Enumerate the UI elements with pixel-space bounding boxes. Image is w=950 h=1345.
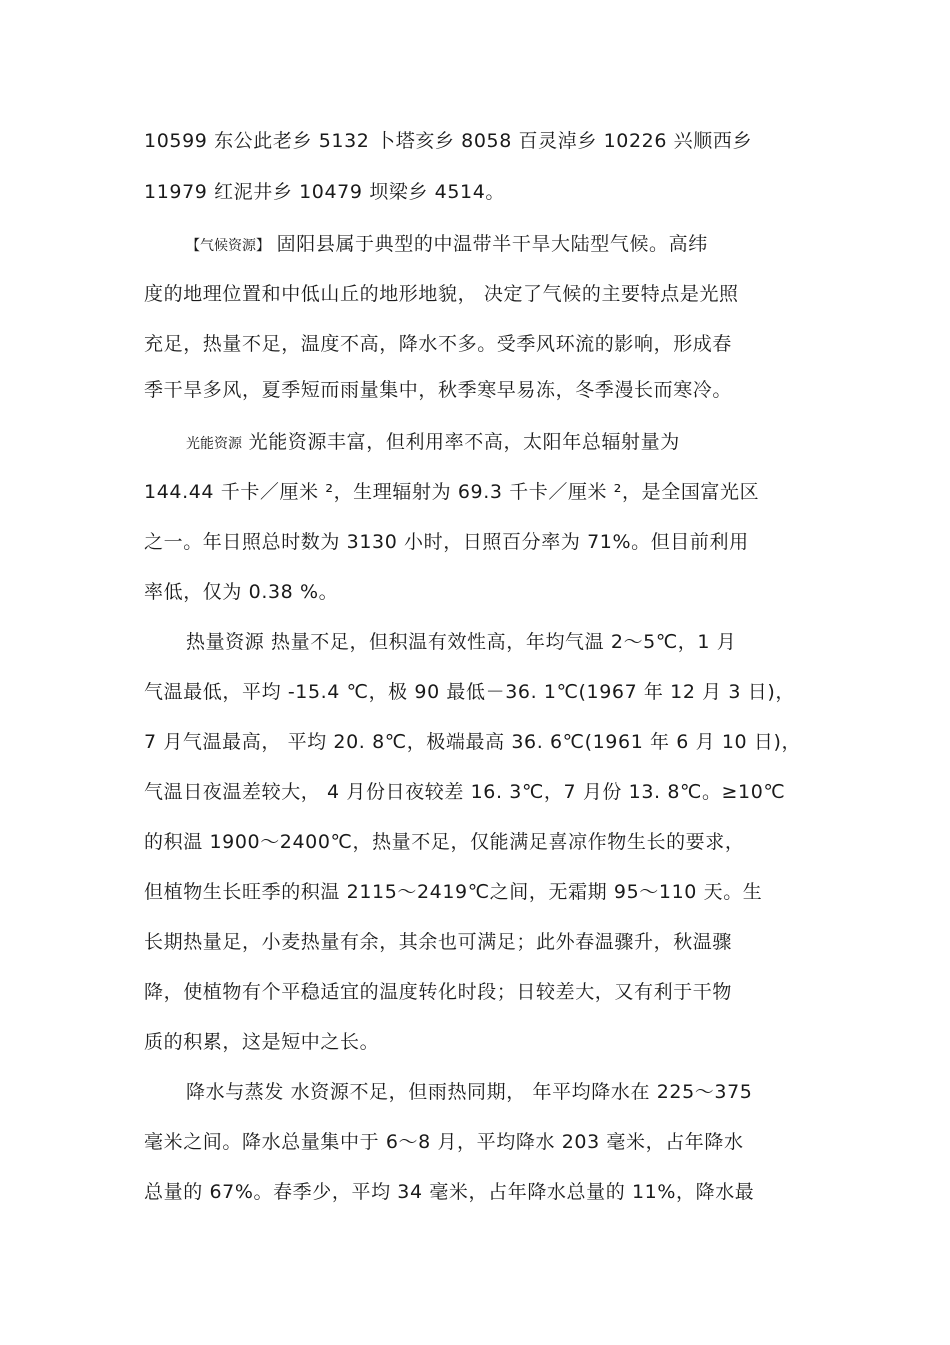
text-line-12: 的积温 1900～2400℃，热量不足，仅能满足喜凉作物生长的要求， xyxy=(144,831,745,853)
light-heading: 光能资源 xyxy=(186,436,242,452)
text-line-15: 降，使植物有个平稳适宜的温度转化时段；日较差大，又有利于干物 xyxy=(144,981,733,1003)
text-line-3: 度的地理位置和中低山丘的地形地貌， 决定了气候的主要特点是光照 xyxy=(144,283,739,305)
text-line-2: 11979 红泥井乡 10479 坝梁乡 4514。 xyxy=(144,181,505,203)
precipitation-paragraph-start: 降水与蒸发 水资源不足，但雨热同期， 年平均降水在 225～375 xyxy=(186,1081,753,1103)
climate-paragraph-start xyxy=(186,231,708,259)
text-line-16: 质的积累，这是短中之长。 xyxy=(144,1031,380,1053)
light-paragraph-start xyxy=(186,429,680,457)
text-line-17: 毫米之间。降水总量集中于 6～8 月，平均降水 203 毫米，占年降水 xyxy=(144,1131,744,1153)
text-line-7: 之一。年日照总时数为 3130 小时，日照百分率为 71%。但目前利用 xyxy=(144,531,749,553)
text-line-4: 充足，热量不足，温度不高，降水不多。受季风环流的影响，形成春 xyxy=(144,333,733,355)
text-line-1: 10599 东公此老乡 5132 卜塔亥乡 8058 百灵淖乡 10226 兴顺西乡 xyxy=(144,130,753,152)
text-line-11: 气温日夜温差较大， 4 月份日夜较差 16. 3℃，7 月份 13. 8℃。≥10℃ xyxy=(144,781,786,803)
climate-text: 固阳县属于典型的中温带半干旱大陆型气候。高纬 xyxy=(270,233,708,255)
text-line-10: 7 月气温最高， 平均 20. 8℃，极端最高 36. 6℃(1961 年 6 月 10 日)， xyxy=(144,731,802,753)
light-text: 光能资源丰富，但利用率不高，太阳年总辐射量为 xyxy=(242,431,680,453)
heat-paragraph-start: 热量资源 热量不足，但积温有效性高，年均气温 2～5℃，1 月 xyxy=(186,631,737,653)
text-line-5: 季干旱多风，夏季短而雨量集中，秋季寒早易冻，冬季漫长而寒冷。 xyxy=(144,379,733,401)
text-line-6: 144.44 千卡／厘米 ²，生理辐射为 69.3 千卡／厘米 ²，是全国富光区 xyxy=(144,481,760,503)
text-line-8: 率低，仅为 0.38 %。 xyxy=(144,581,339,603)
text-line-14: 长期热量足，小麦热量有余，其余也可满足；此外春温骤升，秋温骤 xyxy=(144,931,733,953)
text-line-13: 但植物生长旺季的积温 2115～2419℃之间，无霜期 95～110 天。生 xyxy=(144,881,763,903)
climate-heading: 【气候资源】 xyxy=(186,238,270,254)
text-line-9: 气温最低，平均 -15.4 ℃，极 90 最低－36. 1℃(1967 年 12 月 3 日)， xyxy=(144,681,795,703)
text-line-18: 总量的 67%。春季少，平均 34 毫米，占年降水总量的 11%，降水最 xyxy=(144,1181,755,1203)
